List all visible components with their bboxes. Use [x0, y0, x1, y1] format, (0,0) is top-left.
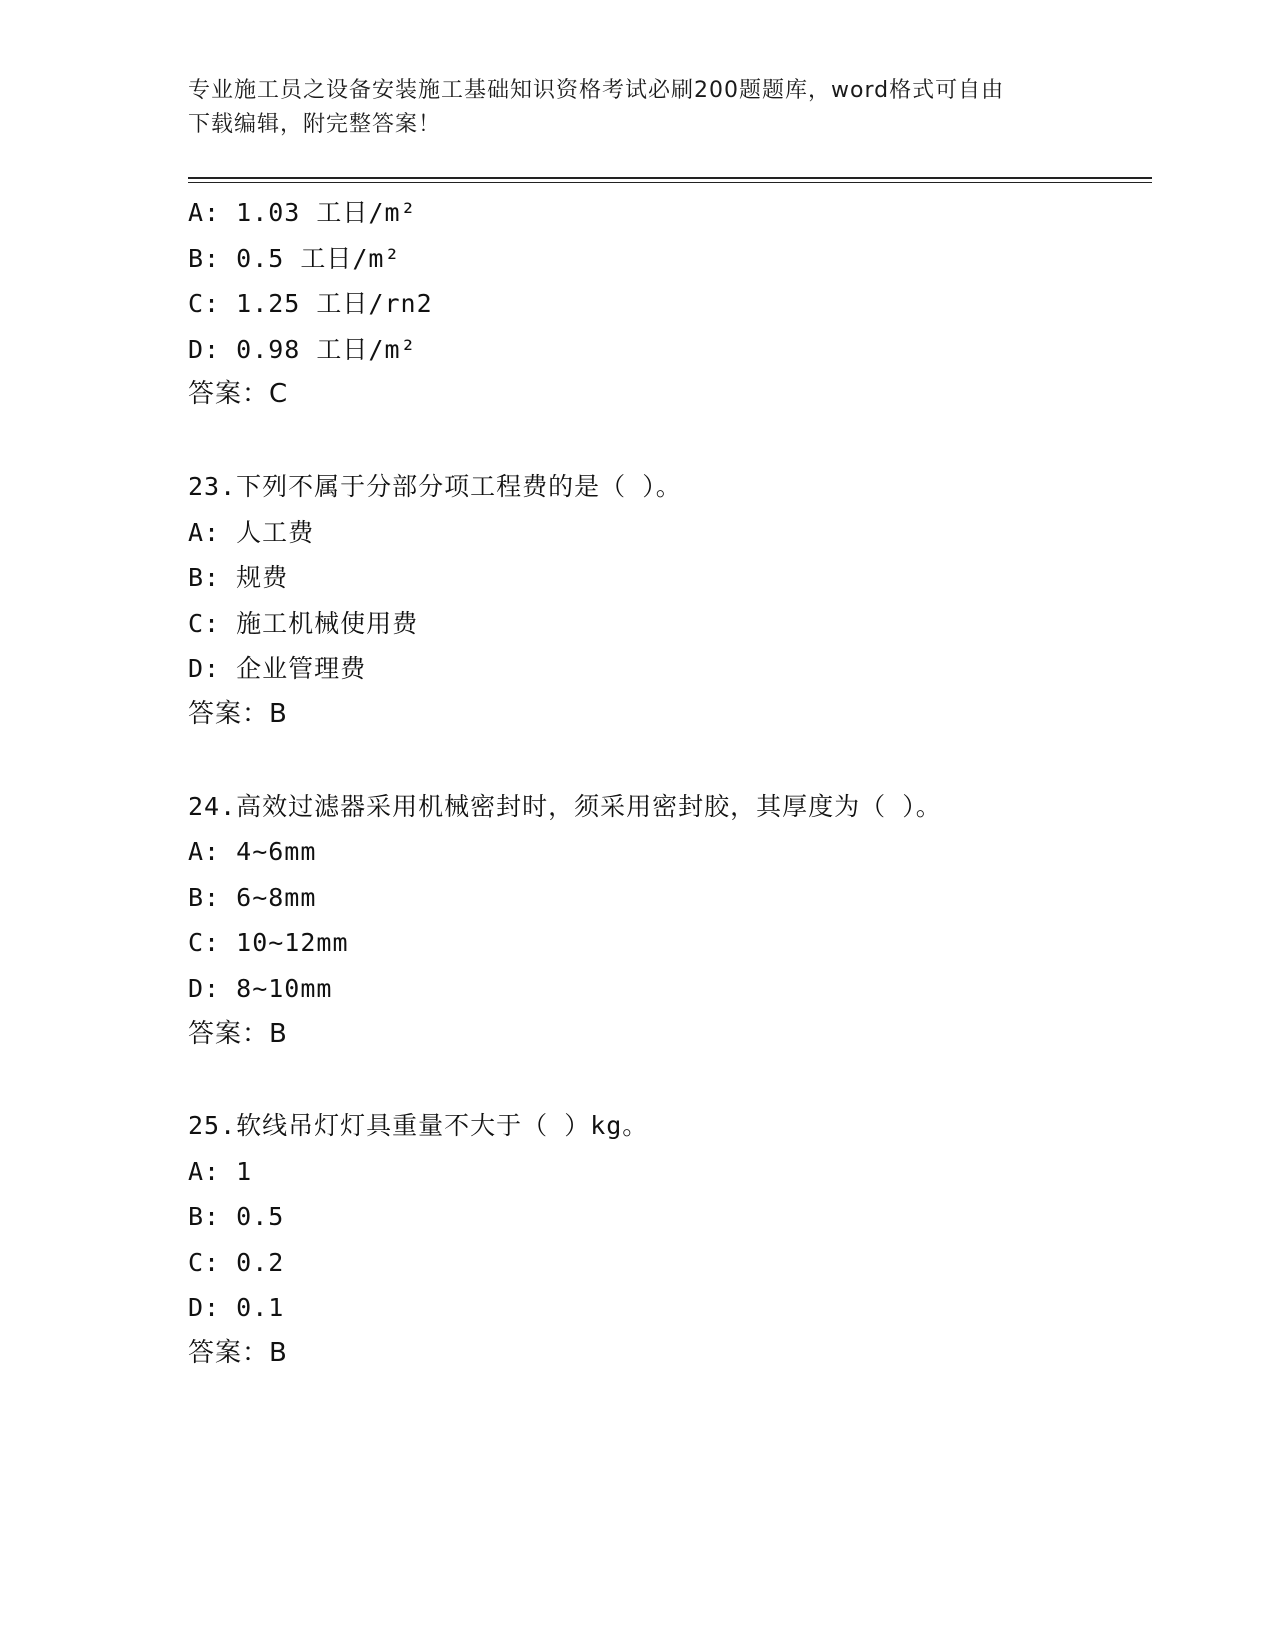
document-header	[188, 74, 1088, 142]
option-b: B: 规费	[188, 563, 289, 593]
question-23-block	[188, 464, 1148, 738]
answer: 答案：B	[188, 1338, 288, 1369]
answer: 答案：C	[188, 379, 289, 410]
option-d: D: 0.98 工日/m²	[188, 334, 417, 364]
option-c: C: 施工机械使用费	[188, 608, 419, 638]
answer: 答案：B	[188, 698, 288, 729]
header-divider-bottom	[188, 182, 1152, 183]
spacer	[188, 738, 1148, 784]
option-a: A: 人工费	[188, 517, 315, 547]
question-22-block	[188, 190, 1148, 418]
question-text: 24.高效过滤器采用机械密封时，须采用密封胶，其厚度为（ ）。	[188, 791, 942, 821]
question-25-block	[188, 1103, 1148, 1377]
option-c: C: 1.25 工日/rn2	[188, 289, 433, 319]
header-line-1: 专业施工员之设备安装施工基础知识资格考试必刷200题题库，word格式可自由	[188, 78, 1005, 103]
question-text: 23.下列不属于分部分项工程费的是（ ）。	[188, 471, 682, 501]
option-b: B: 6~8mm	[188, 882, 317, 912]
option-b: B: 0.5 工日/m²	[188, 243, 401, 273]
option-d: D: 0.1	[188, 1293, 285, 1323]
question-text: 25.软线吊灯灯具重量不大于（ ）kg。	[188, 1111, 649, 1141]
option-c: C: 10~12mm	[188, 928, 349, 958]
option-a: A: 4~6mm	[188, 837, 317, 867]
option-a: A: 1.03 工日/m²	[188, 198, 417, 227]
option-c: C: 0.2	[188, 1247, 285, 1277]
question-list	[188, 190, 1148, 1377]
option-d: D: 企业管理费	[188, 654, 367, 684]
spacer	[188, 418, 1148, 464]
spacer	[188, 1057, 1148, 1103]
header-line-2: 下载编辑，附完整答案！	[188, 112, 442, 137]
answer: 答案：B	[188, 1018, 288, 1049]
option-b: B: 0.5	[188, 1202, 285, 1232]
question-24-block	[188, 784, 1148, 1058]
option-a: A: 1	[188, 1156, 253, 1186]
header-divider-top	[188, 177, 1152, 179]
option-d: D: 8~10mm	[188, 973, 333, 1003]
